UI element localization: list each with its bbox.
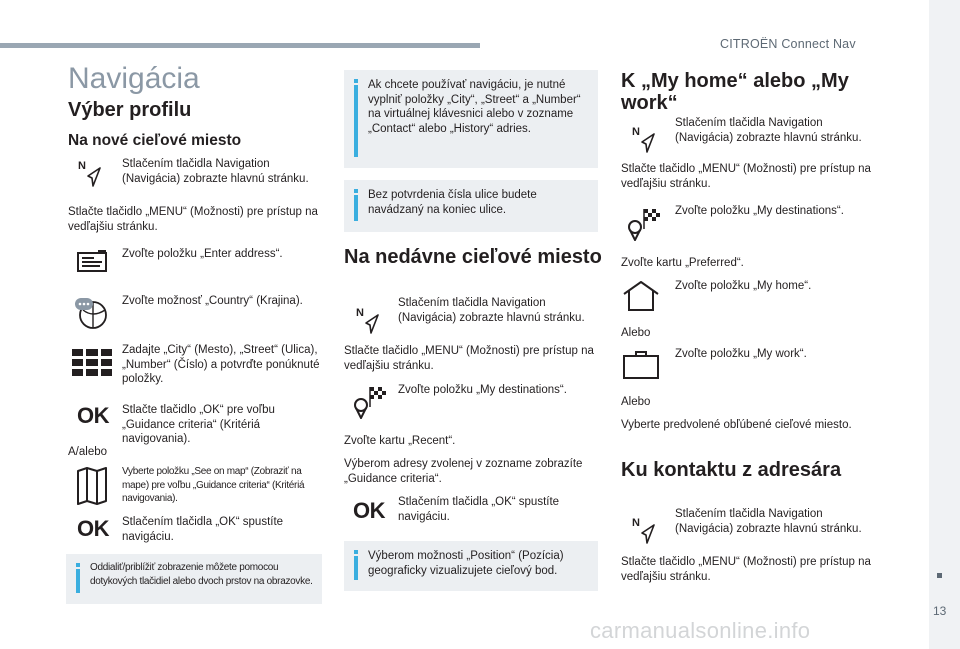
col1-ok2-text: Stlačením tlačidla „OK“ spustíte navigáciu.	[122, 516, 284, 543]
page-number: 13	[933, 604, 947, 618]
subheading-new-destination: Na nové cieľové miesto	[68, 132, 242, 149]
briefcase-icon	[622, 350, 660, 380]
svg-text:N: N	[356, 307, 364, 319]
tip-street-number-text: Bez potvrdenia čísla ulice budete navádzaný na koniec ulice.	[368, 189, 537, 216]
col3-menu-text: Stlačte tlačidlo „MENU“ (Možnosti) pre prístup na vedľajšiu stránku.	[621, 163, 871, 190]
heading-home-work: K „My home“ alebo „My work“	[621, 70, 849, 114]
col2-ok-text: Stlačením tlačidla „OK“ spustíte navigáciu.	[398, 496, 560, 523]
globe-chat-icon	[74, 296, 110, 330]
tip-zoom-text: Oddialiť/priblížiť zobrazenie môžete pomocou dotykových tlačidiel alebo dvoch prstov na obrazovke.	[90, 562, 313, 587]
heading-profile: Výber profilu	[68, 99, 192, 121]
svg-text:N: N	[78, 160, 86, 172]
navigation-arrow-icon	[630, 515, 658, 545]
navigation-arrow-icon	[630, 124, 658, 154]
tip-box-required-fields	[344, 70, 598, 168]
header-rule	[0, 43, 480, 48]
watermark: carmanualsonline.info	[590, 618, 811, 643]
col1-menu-text: Stlačte tlačidlo „MENU“ (Možnosti) pre prístup na vedľajšiu stránku.	[68, 206, 318, 233]
col1-city-text: Zadajte „City“ (Mesto), „Street“ (Ulica), „Number“ (Číslo) a potvrďte ponúknuté položky.	[122, 344, 320, 385]
col2-menu-text: Stlačte tlačidlo „MENU“ (Možnosti) pre prístup na vedľajšiu stránku.	[344, 345, 594, 372]
ok-button-icon-3: OK	[353, 498, 385, 523]
col3-favorite-text: Vyberte predvolené obľúbené cieľové miesto.	[621, 419, 852, 431]
col3-work-text: Zvoľte položku „My work“.	[675, 348, 807, 360]
col1-country-text: Zvoľte možnosť „Country“ (Krajina).	[122, 295, 303, 307]
tip-box-position	[344, 541, 598, 591]
tip-box-street-number	[344, 180, 598, 232]
svg-text:N: N	[632, 517, 640, 529]
col1-enter-address-text: Zvoľte položku „Enter address“.	[122, 248, 283, 260]
tip-required-fields-text: Ak chcete používať navigáciu, je nutné vyplniť položky „City“, „Street“ a „Number“ na virtuálnej klávesnici alebo v zozname „Contact“ alebo „History“ adries.	[368, 79, 581, 135]
tip-box-zoom	[66, 554, 322, 604]
info-icon	[354, 550, 358, 582]
col2-address-text: Výberom adresy zvolenej v zozname zobrazíte „Guidance criteria“.	[344, 458, 583, 485]
info-icon	[76, 563, 80, 595]
col3-destinations-text: Zvoľte položku „My destinations“.	[675, 205, 844, 217]
continuation-mark	[937, 573, 942, 578]
section-title: Navigácia	[68, 62, 200, 95]
navigation-arrow-icon	[354, 305, 382, 335]
col3-nav2-text: Stlačením tlačidla Navigation (Navigácia) zobrazte hlavnú stránku.	[675, 508, 862, 535]
col3-menu2-text: Stlačte tlačidlo „MENU“ (Možnosti) pre prístup na vedľajšiu stránku.	[621, 556, 871, 583]
col1-or-label: A/alebo	[68, 446, 108, 458]
checkered-flag-pin-icon	[624, 207, 662, 241]
navigation-arrow-icon	[76, 158, 104, 188]
col2-destinations-text: Zvoľte položku „My destinations“.	[398, 384, 567, 396]
info-icon	[354, 189, 358, 223]
page-margin-strip	[929, 0, 960, 649]
keyboard-grid-icon	[72, 349, 112, 377]
tip-position-text: Výberom možnosti „Position“ (Pozícia) geograficky vizualizujete cieľový bod.	[368, 550, 564, 577]
col2-recent-text: Zvoľte kartu „Recent“.	[344, 435, 456, 447]
col1-nav-text: Stlačením tlačidla Navigation (Navigácia) zobrazte hlavnú stránku.	[122, 158, 309, 185]
col3-nav-text: Stlačením tlačidla Navigation (Navigácia) zobrazte hlavnú stránku.	[675, 117, 862, 144]
ok-button-icon-2: OK	[77, 516, 109, 541]
home-icon	[622, 280, 660, 312]
col2-nav-text: Stlačením tlačidla Navigation (Navigácia) zobrazte hlavnú stránku.	[398, 297, 585, 324]
info-icon	[354, 79, 358, 159]
address-card-icon	[74, 247, 110, 275]
col3-or1-label: Alebo	[621, 327, 651, 339]
col1-map-text: Vyberte položku „See on map“ (Zobraziť na mape) pre voľbu „Guidance criteria“ (Kritériá navigovania).	[122, 466, 305, 504]
heading-recent-destination: Na nedávne cieľové miesto	[344, 246, 602, 268]
col3-preferred-text: Zvoľte kartu „Preferred“.	[621, 257, 744, 269]
col3-or2-label: Alebo	[621, 396, 651, 408]
heading-contact: Ku kontaktu z adresára	[621, 459, 842, 481]
map-fold-icon	[76, 467, 108, 505]
header-title: CITROËN Connect Nav	[720, 37, 856, 51]
svg-text:N: N	[632, 126, 640, 138]
col1-ok-text: Stlačte tlačidlo „OK“ pre voľbu „Guidance criteria“ (Kritériá navigovania).	[122, 404, 275, 445]
checkered-flag-pin-icon	[350, 385, 388, 419]
col3-home-text: Zvoľte položku „My home“.	[675, 280, 812, 292]
ok-button-icon: OK	[77, 403, 109, 428]
